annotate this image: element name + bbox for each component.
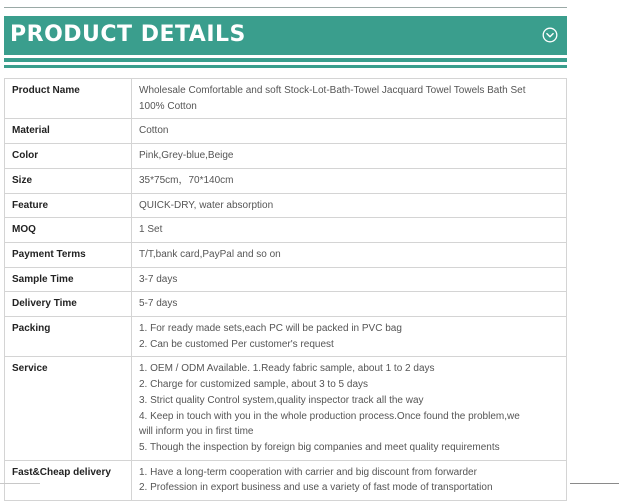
spec-value bbox=[132, 267, 567, 292]
spec-row bbox=[5, 357, 567, 460]
spec-value bbox=[132, 168, 567, 193]
spec-value bbox=[132, 119, 567, 144]
spec-label: MOQ bbox=[5, 218, 132, 243]
spec-label: Feature bbox=[5, 193, 132, 218]
spec-value-line: Cotton bbox=[139, 125, 169, 137]
spec-value bbox=[132, 292, 567, 317]
spec-label: Service bbox=[5, 357, 132, 460]
spec-label: Fast&Cheap delivery bbox=[5, 460, 132, 500]
bottom-divider-right bbox=[570, 483, 619, 484]
spec-value bbox=[132, 357, 567, 460]
spec-value bbox=[132, 79, 567, 119]
spec-label: Size bbox=[5, 168, 132, 193]
header-stripe-bottom bbox=[4, 65, 567, 68]
spec-value-line: 3-7 days bbox=[139, 273, 178, 285]
spec-value-line: 100% Cotton bbox=[139, 100, 197, 112]
spec-value-line: Pink,Grey-blue,Beige bbox=[139, 150, 234, 162]
spec-value-line: 5. Though the inspection by foreign big companies and meet quality requirements bbox=[139, 441, 500, 453]
spec-row bbox=[5, 460, 567, 500]
spec-value bbox=[132, 242, 567, 267]
spec-label: Payment Terms bbox=[5, 242, 132, 267]
spec-row bbox=[5, 242, 567, 267]
spec-label: Product Name bbox=[5, 79, 132, 119]
spec-value bbox=[132, 193, 567, 218]
spec-value-line: 3. Strict quality Control system,quality inspector track all the way bbox=[139, 394, 424, 406]
spec-row bbox=[5, 119, 567, 144]
spec-value-line: 35*75cm，70*140cm bbox=[139, 174, 234, 186]
spec-value bbox=[132, 317, 567, 357]
spec-label: Color bbox=[5, 144, 132, 169]
spec-value-line: 1. For ready made sets,each PC will be packed in PVC bag bbox=[139, 323, 402, 335]
spec-row bbox=[5, 292, 567, 317]
spec-label: Delivery Time bbox=[5, 292, 132, 317]
spec-value-line: Wholesale Comfortable and soft Stock-Lot-Bath-Towel Jacquard Towel Towels Bath Set bbox=[139, 85, 526, 96]
spec-value bbox=[132, 144, 567, 169]
section-title: PRODUCT DETAILS bbox=[10, 22, 246, 47]
bottom-divider-left bbox=[0, 483, 40, 484]
spec-row bbox=[5, 168, 567, 193]
spec-label: Material bbox=[5, 119, 132, 144]
spec-row bbox=[5, 267, 567, 292]
spec-row bbox=[5, 193, 567, 218]
chevron-down-circle-icon[interactable] bbox=[542, 27, 558, 43]
spec-value-line: QUICK-DRY, water absorption bbox=[139, 199, 274, 211]
spec-row bbox=[5, 317, 567, 357]
spec-value-line: 1. Have a long-term cooperation with carrier and big discount from forwarder bbox=[139, 466, 477, 478]
spec-label: Sample Time bbox=[5, 267, 132, 292]
spec-value-line: T/T,bank card,PayPal and so on bbox=[139, 248, 281, 260]
spec-value-line: 4. Keep in touch with you in the whole production process.Once found the problem,we bbox=[139, 410, 520, 422]
spec-value-line: 2. Profession in export business and use a variety of fast mode of transportation bbox=[139, 482, 493, 494]
spec-value bbox=[132, 218, 567, 243]
spec-value-line: 5-7 days bbox=[139, 298, 178, 310]
spec-table-body bbox=[5, 79, 567, 501]
spec-row bbox=[5, 144, 567, 169]
spec-label: Packing bbox=[5, 317, 132, 357]
spec-row bbox=[5, 218, 567, 243]
spec-value-line: 2. Can be customed Per customer's request bbox=[139, 338, 334, 350]
spec-value-line: 2. Charge for customized sample, about 3 to 5 days bbox=[139, 379, 369, 391]
product-details-header bbox=[4, 16, 567, 55]
spec-value-line: will inform you in first time bbox=[139, 426, 254, 438]
top-divider bbox=[4, 7, 567, 8]
spec-value bbox=[132, 460, 567, 500]
spec-value-line: 1 Set bbox=[139, 224, 163, 236]
header-stripe-top bbox=[4, 58, 567, 62]
spec-value-line: 1. OEM / ODM Available. 1.Ready fabric sample, about 1 to 2 days bbox=[139, 363, 435, 375]
spec-row bbox=[5, 79, 567, 119]
spec-table bbox=[4, 78, 567, 501]
